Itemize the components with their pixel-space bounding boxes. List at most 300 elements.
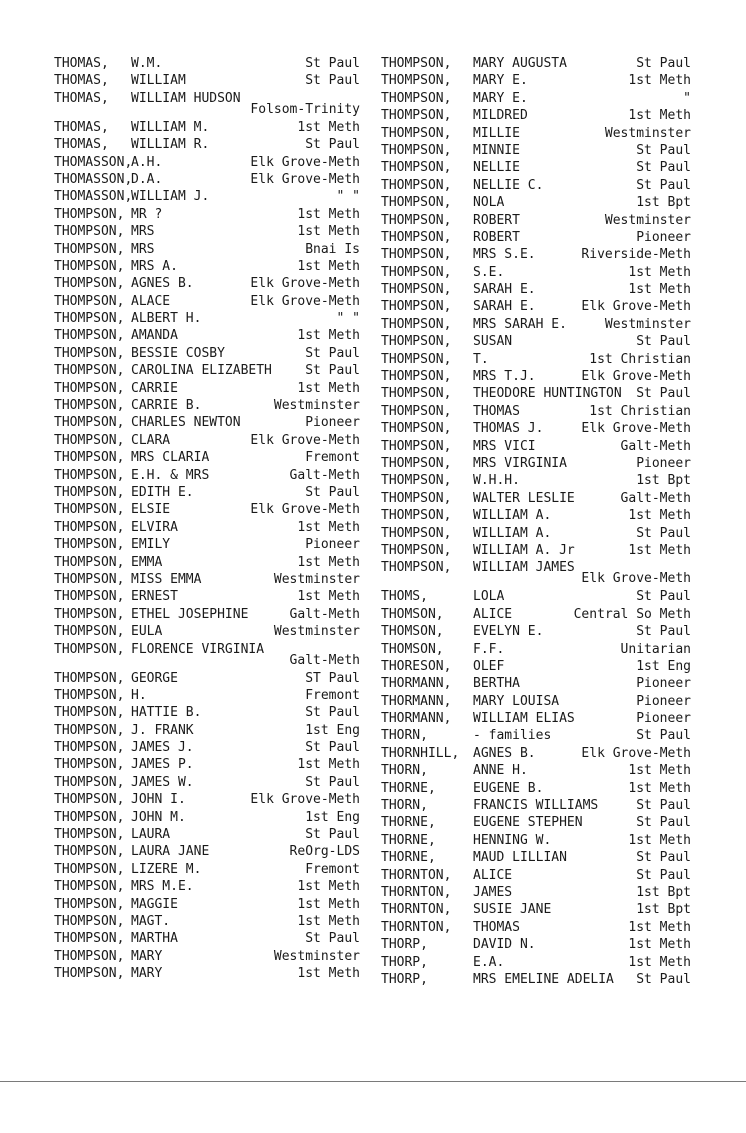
surname: THOMPSON, <box>54 206 125 222</box>
given-name: MRS SARAH E. <box>473 316 567 332</box>
list-item <box>381 849 691 866</box>
list-item <box>381 623 691 640</box>
surname: THOMPSON, <box>54 931 125 947</box>
surname: THOMSON, <box>381 606 444 622</box>
given-name: ELVIRA <box>131 519 178 535</box>
church-name: Fremont <box>305 861 360 877</box>
list-item <box>54 345 360 362</box>
surname: THOMAS, <box>54 137 109 153</box>
given-name: MRS S.E. <box>473 247 536 263</box>
church-name: Elk Grove-Meth <box>581 571 691 587</box>
list-item <box>54 72 360 89</box>
church-name: ST Paul <box>305 670 360 686</box>
list-item <box>54 275 360 292</box>
surname: THOMPSON, <box>54 345 125 361</box>
church-name: St Paul <box>305 345 360 361</box>
list-item <box>381 177 691 194</box>
surname: THORN, <box>381 798 428 814</box>
list-item <box>54 293 360 310</box>
surname: THORNE, <box>381 832 436 848</box>
church-name: St Paul <box>305 827 360 843</box>
given-name: CHARLES NEWTON <box>131 415 241 431</box>
surname: THOMPSON, <box>381 229 452 245</box>
list-item <box>54 362 360 379</box>
surname: THOMPSON, <box>381 177 452 193</box>
surname: THOMPSON, <box>54 380 125 396</box>
list-item <box>381 710 691 727</box>
list-item <box>54 501 360 518</box>
given-name: SUSIE JANE <box>473 902 552 918</box>
list-item <box>54 241 360 258</box>
given-name: BESSIE COSBY <box>131 345 225 361</box>
church-name: St Paul <box>636 334 691 350</box>
surname: THOMPSON, <box>54 467 125 483</box>
surname: THOMPSON, <box>381 525 452 541</box>
list-item <box>381 971 691 988</box>
list-item <box>54 136 360 153</box>
given-name: MRS M.E. <box>131 879 194 895</box>
given-name: MISS EMMA <box>131 571 202 587</box>
given-name: MRS <box>131 224 155 240</box>
surname: THOMPSON, <box>54 589 125 605</box>
list-item <box>54 739 360 756</box>
list-item <box>381 936 691 953</box>
list-item <box>54 588 360 605</box>
surname: THOMPSON, <box>381 473 452 489</box>
right-column <box>381 55 691 988</box>
list-item <box>54 641 360 670</box>
church-name: Westminster <box>604 125 691 141</box>
church-name: Galt-Meth <box>620 490 691 506</box>
given-name: THOMAS J. <box>473 421 544 437</box>
church-name: Galt-Meth <box>289 467 360 483</box>
given-name: J. FRANK <box>131 722 194 738</box>
surname: THOMPSON, <box>54 641 125 657</box>
list-item <box>54 704 360 721</box>
surname: THOMPSON, <box>54 879 125 895</box>
given-name: SARAH E. <box>473 299 536 315</box>
church-name: St Paul <box>636 728 691 744</box>
list-item <box>381 333 691 350</box>
given-name: LAURA JANE <box>131 844 210 860</box>
given-name: JAMES <box>473 884 513 900</box>
list-item <box>381 901 691 918</box>
surname: THORMANN, <box>381 676 452 692</box>
church-name: St Paul <box>305 73 360 89</box>
church-name: St Paul <box>305 56 360 71</box>
given-name: MRS A. <box>131 258 178 274</box>
surname: THOMASSON, <box>54 189 133 205</box>
church-name: St Paul <box>636 386 691 402</box>
church-name: 1st Meth <box>628 937 691 953</box>
list-item <box>54 310 360 327</box>
surname: THOMPSON, <box>54 757 125 773</box>
church-name: Pioneer <box>305 415 360 431</box>
surname: THOMPSON, <box>54 328 125 344</box>
church-name: St Paul <box>636 177 691 193</box>
given-name: MARY <box>131 966 163 982</box>
surname: THOMPSON, <box>54 705 125 721</box>
church-name: St Paul <box>305 705 360 721</box>
given-name: E.A. <box>473 954 505 970</box>
given-name: MARTHA <box>131 931 178 947</box>
church-name: St Paul <box>305 484 360 500</box>
list-item <box>54 861 360 878</box>
given-name: ANNE H. <box>473 763 528 779</box>
surname: THOMPSON, <box>54 276 125 292</box>
list-item <box>54 432 360 449</box>
given-name: WILLIAM <box>131 73 186 89</box>
given-name: MAGT. <box>131 913 171 929</box>
church-name: 1st Meth <box>628 763 691 779</box>
list-item <box>54 449 360 466</box>
church-name: 1st Meth <box>628 282 691 298</box>
church-name: 1st Meth <box>297 119 360 135</box>
church-name: Fremont <box>305 687 360 703</box>
list-item <box>381 420 691 437</box>
list-item <box>381 385 691 402</box>
list-item <box>54 722 360 739</box>
church-name: Elk Grove-Meth <box>250 293 360 309</box>
church-name: St Paul <box>305 363 360 379</box>
church-name: Pioneer <box>636 693 691 709</box>
list-item <box>54 536 360 553</box>
church-name: 1st Meth <box>297 206 360 222</box>
surname: THORP, <box>381 971 428 987</box>
given-name: MILLIE <box>473 125 520 141</box>
surname: THOMPSON, <box>54 948 125 964</box>
surname: THOMPSON, <box>54 241 125 257</box>
surname: THORNTON, <box>381 902 452 918</box>
given-name: H. <box>131 687 147 703</box>
given-name: NOLA <box>473 195 505 211</box>
given-name: T. <box>473 351 489 367</box>
given-name: BERTHA <box>473 676 520 692</box>
left-column <box>54 55 360 983</box>
church-name: Westminster <box>273 398 360 414</box>
church-name: St Paul <box>636 815 691 831</box>
church-name: Pioneer <box>305 537 360 553</box>
given-name: SARAH E. <box>473 282 536 298</box>
given-name: EUGENE STEPHEN <box>473 815 583 831</box>
given-name: ALICE <box>473 606 513 622</box>
list-item <box>381 780 691 797</box>
surname: THOMPSON, <box>54 224 125 240</box>
given-name: HENNING W. <box>473 832 552 848</box>
church-name: St Paul <box>636 867 691 883</box>
church-name: St Paul <box>305 137 360 153</box>
list-item <box>54 414 360 431</box>
surname: THOMSON, <box>381 641 444 657</box>
list-item <box>54 484 360 501</box>
list-item <box>381 229 691 246</box>
surname: THOMPSON, <box>54 687 125 703</box>
church-name: St Paul <box>305 931 360 947</box>
church-name: St Paul <box>636 624 691 640</box>
church-name: 1st Eng <box>305 809 360 825</box>
list-item <box>381 455 691 472</box>
surname: THOMAS, <box>54 73 109 89</box>
surname: THOMPSON, <box>381 316 452 332</box>
given-name: ELSIE <box>131 502 171 518</box>
given-name: JAMES J. <box>131 740 194 756</box>
given-name: MARY AUGUSTA <box>473 56 567 71</box>
given-name: AGNES B. <box>131 276 194 292</box>
given-name: SUSAN <box>473 334 513 350</box>
given-name: FRANCIS WILLIAMS <box>473 798 599 814</box>
given-name: ALBERT H. <box>131 311 202 327</box>
list-item <box>54 606 360 623</box>
given-name: CARRIE <box>131 380 178 396</box>
list-item <box>381 762 691 779</box>
church-name: 1st Bpt <box>636 195 691 211</box>
surname: THOMPSON, <box>54 571 125 587</box>
list-item <box>54 948 360 965</box>
surname: THOMPSON, <box>381 56 452 71</box>
surname: THOMASSON, <box>54 171 133 187</box>
list-item <box>54 119 360 136</box>
list-item <box>381 814 691 831</box>
given-name: MAGGIE <box>131 896 178 912</box>
church-name: Elk Grove-Meth <box>250 792 360 808</box>
church-name: Elk Grove-Meth <box>250 276 360 292</box>
surname: THORN, <box>381 763 428 779</box>
church-name: 1st Christian <box>589 351 691 367</box>
surname: THOMAS, <box>54 90 109 106</box>
surname: THORNTON, <box>381 867 452 883</box>
list-item <box>381 507 691 524</box>
church-name: Unitarian <box>620 641 691 657</box>
given-name: ERNEST <box>131 589 178 605</box>
given-name: MRS <box>131 241 155 257</box>
given-name: AGNES B. <box>473 745 536 761</box>
given-name: HATTIE B. <box>131 705 202 721</box>
list-item <box>381 351 691 368</box>
church-name: Elk Grove-Meth <box>581 369 691 385</box>
church-name: 1st Christian <box>589 403 691 419</box>
church-name: St Paul <box>636 589 691 605</box>
given-name: WILLIAM A. Jr <box>473 542 575 558</box>
church-name: 1st Bpt <box>636 884 691 900</box>
given-name: EMMA <box>131 554 163 570</box>
list-item <box>381 159 691 176</box>
list-item <box>54 687 360 704</box>
list-item <box>381 727 691 744</box>
surname: THOMPSON, <box>54 554 125 570</box>
list-item <box>54 380 360 397</box>
given-name: ALACE <box>131 293 171 309</box>
list-item <box>381 745 691 762</box>
given-name: MARY E. <box>473 73 528 89</box>
given-name: EDITH E. <box>131 484 194 500</box>
list-item <box>381 264 691 281</box>
church-name: 1st Meth <box>297 589 360 605</box>
surname: THORN, <box>381 728 428 744</box>
list-item <box>54 965 360 982</box>
church-name: 1st Eng <box>305 722 360 738</box>
given-name: MILDRED <box>473 108 528 124</box>
list-item <box>54 913 360 930</box>
church-name: St Paul <box>636 971 691 987</box>
surname: THOMAS, <box>54 56 109 71</box>
list-item <box>54 467 360 484</box>
list-item <box>54 223 360 240</box>
list-item <box>381 316 691 333</box>
surname: THOMPSON, <box>381 247 452 263</box>
surname: THOMPSON, <box>54 363 125 379</box>
surname: THOMPSON, <box>381 421 452 437</box>
church-name: 1st Meth <box>628 954 691 970</box>
given-name: CLARA <box>131 432 171 448</box>
given-name: ALICE <box>473 867 513 883</box>
list-item <box>381 797 691 814</box>
surname: THOMPSON, <box>381 195 452 211</box>
given-name: S.E. <box>473 264 505 280</box>
church-name: St Paul <box>636 850 691 866</box>
church-name: Elk Grove-Meth <box>250 432 360 448</box>
surname: THORNTON, <box>381 884 452 900</box>
list-item <box>381 212 691 229</box>
church-name: 1st Meth <box>297 554 360 570</box>
given-name: MRS CLARIA <box>131 450 210 466</box>
list-item <box>381 884 691 901</box>
given-name: ETHEL JOSEPHINE <box>131 606 249 622</box>
given-name: MARY E. <box>473 90 528 106</box>
given-name: MRS EMELINE ADELIA <box>473 971 614 987</box>
church-name: 1st Meth <box>297 966 360 982</box>
church-name: Fremont <box>305 450 360 466</box>
surname: THORNE, <box>381 780 436 796</box>
list-item <box>381 298 691 315</box>
church-name: Galt-Meth <box>620 438 691 454</box>
surname: THOMPSON, <box>54 311 125 327</box>
list-item <box>381 142 691 159</box>
surname: THOMASSON, <box>54 154 133 170</box>
given-name: EVELYN E. <box>473 624 544 640</box>
list-item <box>381 90 691 107</box>
surname: THORNHILL, <box>381 745 460 761</box>
church-name: 1st Meth <box>297 757 360 773</box>
church-name: 1st Meth <box>628 780 691 796</box>
list-item <box>54 171 360 188</box>
surname: THOMPSON, <box>54 502 125 518</box>
given-name: ROBERT <box>473 212 520 228</box>
church-name: ReOrg-LDS <box>289 844 360 860</box>
given-name: D.A. <box>131 171 163 187</box>
list-item <box>54 878 360 895</box>
church-name: Pioneer <box>636 711 691 727</box>
given-name: W.M. <box>131 56 163 71</box>
list-item <box>54 623 360 640</box>
church-name: Pioneer <box>636 229 691 245</box>
church-name: St Paul <box>636 798 691 814</box>
church-name: Elk Grove-Meth <box>250 171 360 187</box>
given-name: MINNIE <box>473 142 520 158</box>
church-name: 1st Meth <box>297 328 360 344</box>
list-item <box>381 658 691 675</box>
surname: THOMPSON, <box>54 258 125 274</box>
list-item <box>54 327 360 344</box>
church-name: 1st Meth <box>297 896 360 912</box>
church-name: 1st Meth <box>628 542 691 558</box>
surname: THOMPSON, <box>381 282 452 298</box>
surname: THOMPSON, <box>54 966 125 982</box>
surname: THORMANN, <box>381 693 452 709</box>
given-name: WILLIAM J. <box>131 189 210 205</box>
list-item <box>54 670 360 687</box>
church-name: St Paul <box>636 142 691 158</box>
list-item <box>381 107 691 124</box>
list-item <box>381 588 691 605</box>
given-name: THOMAS <box>473 403 520 419</box>
given-name: JAMES P. <box>131 757 194 773</box>
given-name: WILLIAM A. <box>473 525 552 541</box>
given-name: EULA <box>131 624 163 640</box>
given-name: LIZERE M. <box>131 861 202 877</box>
church-name: Galt-Meth <box>289 652 360 668</box>
list-item <box>54 206 360 223</box>
church-name: St Paul <box>636 56 691 71</box>
given-name: WALTER LESLIE <box>473 490 575 506</box>
list-item <box>381 919 691 936</box>
surname: THOMPSON, <box>54 670 125 686</box>
given-name: NELLIE <box>473 160 520 176</box>
church-name: 1st Meth <box>628 919 691 935</box>
surname: THORESON, <box>381 658 452 674</box>
list-item <box>381 438 691 455</box>
surname: THORMANN, <box>381 711 452 727</box>
church-name: 1st Meth <box>628 832 691 848</box>
surname: THOMPSON, <box>381 560 452 576</box>
church-name: Pioneer <box>636 676 691 692</box>
given-name: MAUD LILLIAN <box>473 850 567 866</box>
surname: THOMPSON, <box>381 264 452 280</box>
given-name: WILLIAM ELIAS <box>473 711 575 727</box>
church-name: Westminster <box>273 571 360 587</box>
church-name: " <box>683 90 691 106</box>
given-name: EUGENE B. <box>473 780 544 796</box>
given-name: MRS VIRGINIA <box>473 455 567 471</box>
surname: THOMPSON, <box>54 293 125 309</box>
list-item <box>54 258 360 275</box>
list-item <box>381 194 691 211</box>
surname: THOMPSON, <box>381 73 452 89</box>
list-item <box>54 930 360 947</box>
church-name: Elk Grove-Meth <box>250 154 360 170</box>
surname: THORNE, <box>381 815 436 831</box>
list-item <box>54 756 360 773</box>
surname: THOMAS, <box>54 119 109 135</box>
list-item <box>381 542 691 559</box>
list-item <box>54 519 360 536</box>
given-name: MARY LOUISA <box>473 693 560 709</box>
church-name: 1st Meth <box>297 224 360 240</box>
list-item <box>54 896 360 913</box>
surname: THOMPSON, <box>381 508 452 524</box>
surname: THOMPSON, <box>381 369 452 385</box>
given-name: W.H.H. <box>473 473 520 489</box>
surname: THOMPSON, <box>381 334 452 350</box>
given-name: JOHN I. <box>131 792 186 808</box>
church-name: 1st Meth <box>297 913 360 929</box>
surname: THOMPSON, <box>54 913 125 929</box>
surname: THOMPSON, <box>381 212 452 228</box>
church-name: Folsom-Trinity <box>250 101 360 117</box>
surname: THOMPSON, <box>54 432 125 448</box>
surname: THOMPSON, <box>381 299 452 315</box>
church-name: " " <box>336 189 360 205</box>
church-name: 1st Meth <box>297 879 360 895</box>
